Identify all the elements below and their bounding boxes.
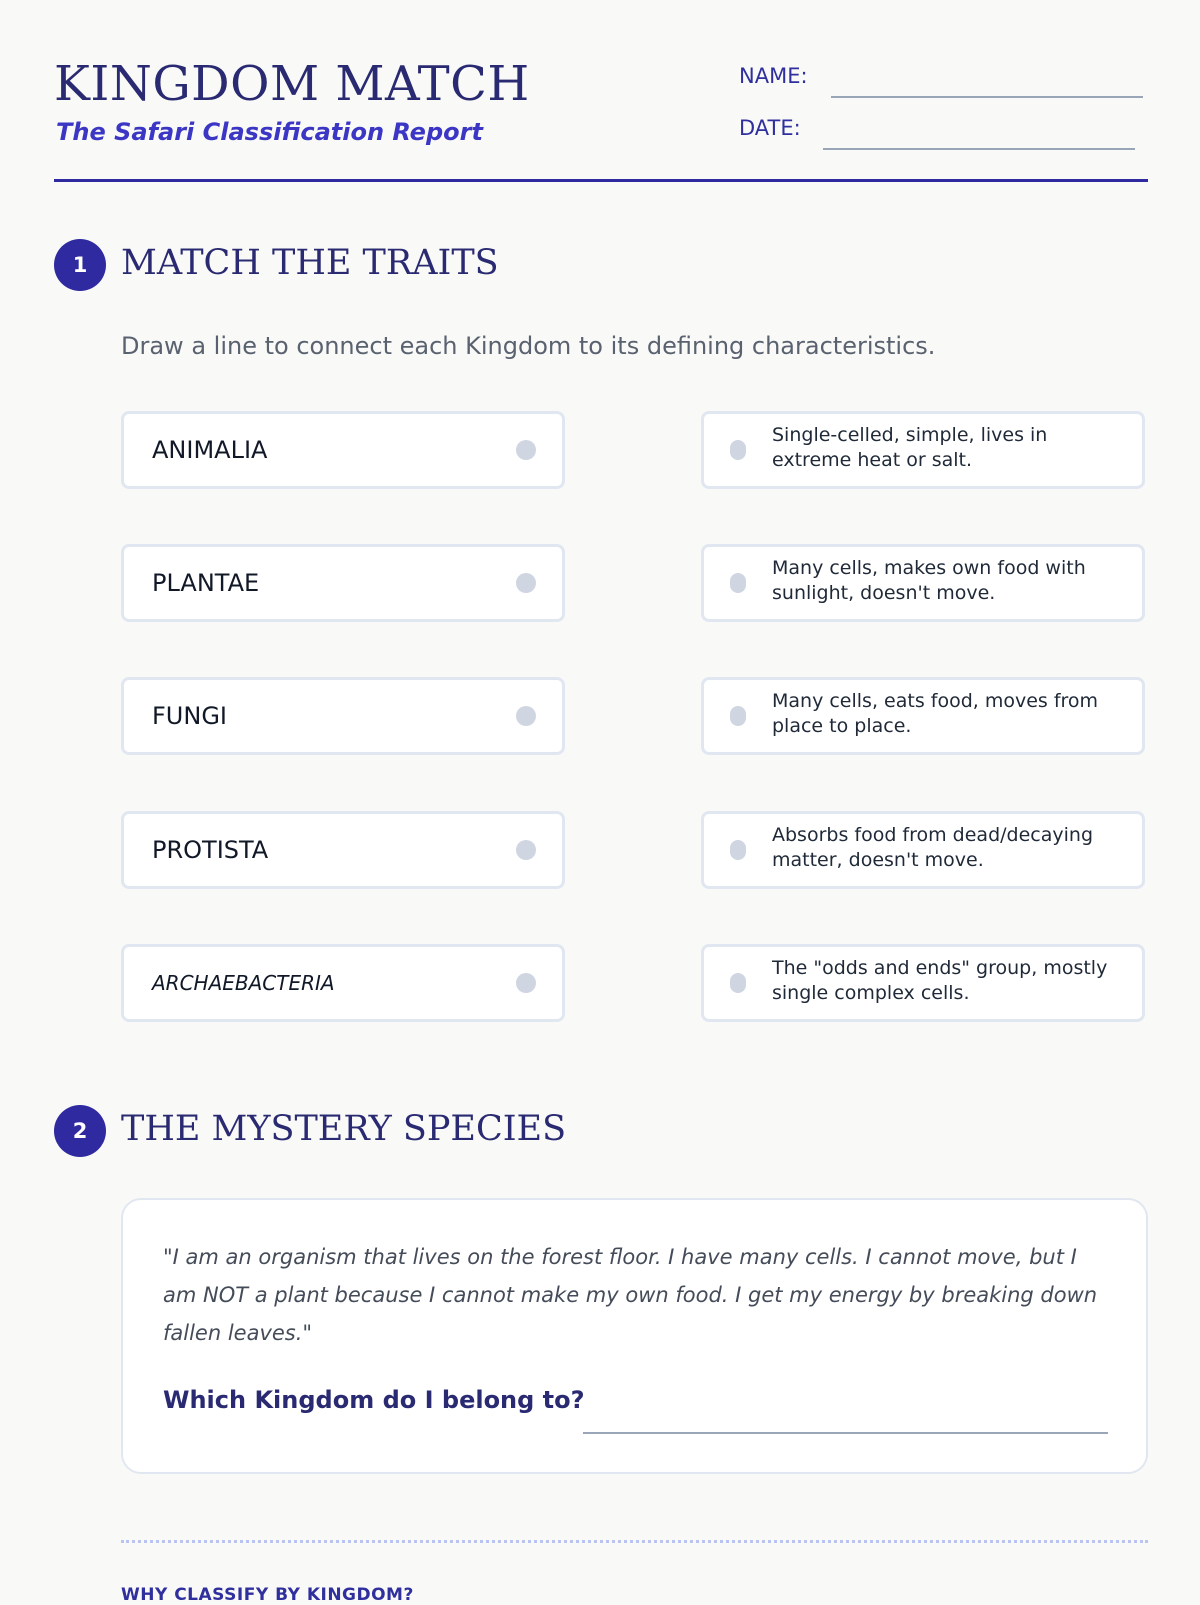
kingdom-card-plantae[interactable] <box>121 544 565 622</box>
name-line[interactable] <box>831 96 1143 98</box>
kingdom-card-archaebacteria[interactable] <box>121 944 565 1022</box>
trait-card[interactable] <box>701 944 1145 1022</box>
section-divider <box>121 1540 1148 1543</box>
trait-card[interactable] <box>701 544 1145 622</box>
section-title: THE MYSTERY SPECIES <box>121 1109 567 1149</box>
connector-dot[interactable] <box>730 573 746 593</box>
connector-dot[interactable] <box>730 706 746 726</box>
connector-dot[interactable] <box>516 706 536 726</box>
kingdom-card-animalia[interactable] <box>121 411 565 489</box>
name-field[interactable] <box>739 56 1159 96</box>
kingdom-label: ANIMALIA <box>152 436 268 464</box>
mystery-question: Which Kingdom do I belong to? <box>163 1386 585 1414</box>
section-instructions: Draw a line to connect each Kingdom to its defining characteristics. <box>121 332 936 360</box>
kingdom-label: PROTISTA <box>152 836 269 864</box>
section-number-badge: 2 <box>54 1105 106 1157</box>
trait-text: Absorbs food from dead/decaying matter, doesn't move. <box>772 824 1094 871</box>
trait-text: Single-celled, simple, lives in extreme heat or salt. <box>772 424 1048 471</box>
kingdom-label: FUNGI <box>152 702 227 730</box>
mystery-species-box <box>121 1198 1148 1474</box>
mystery-description: "I am an organism that lives on the forest floor. I have many cells. I cannot move, but I am NOT a plant because I cannot make my own food. I get my energy by breaking down fallen leaves." <box>163 1245 1098 1345</box>
trait-text: Many cells, eats food, moves from place to place. <box>772 690 1099 737</box>
footer-heading: WHY CLASSIFY BY KINGDOM? <box>121 1585 414 1605</box>
connector-dot[interactable] <box>516 973 536 993</box>
answer-line[interactable] <box>583 1432 1108 1434</box>
page-subtitle: The Safari Classification Report <box>56 118 483 146</box>
connector-dot[interactable] <box>730 973 746 993</box>
trait-text: The "odds and ends" group, mostly single complex cells. <box>772 957 1108 1004</box>
trait-text: Many cells, makes own food with sunlight, doesn't move. <box>772 557 1086 604</box>
kingdom-label: ARCHAEBACTERIA <box>152 971 335 995</box>
date-line[interactable] <box>823 148 1135 150</box>
page-title: KINGDOM MATCH <box>54 56 530 112</box>
connector-dot[interactable] <box>730 440 746 460</box>
worksheet-header <box>54 52 1148 184</box>
date-field[interactable] <box>739 108 1159 148</box>
section-number-badge: 1 <box>54 239 106 291</box>
trait-card[interactable] <box>701 811 1145 889</box>
kingdom-card-protista[interactable] <box>121 811 565 889</box>
kingdom-card-fungi[interactable] <box>121 677 565 755</box>
kingdom-label: PLANTAE <box>152 569 260 597</box>
header-divider <box>54 179 1148 182</box>
trait-card[interactable] <box>701 411 1145 489</box>
date-label: DATE: <box>739 116 801 140</box>
connector-dot[interactable] <box>516 440 536 460</box>
trait-card[interactable] <box>701 677 1145 755</box>
section-title: MATCH THE TRAITS <box>121 243 499 283</box>
name-label: NAME: <box>739 64 808 88</box>
connector-dot[interactable] <box>730 840 746 860</box>
connector-dot[interactable] <box>516 840 536 860</box>
connector-dot[interactable] <box>516 573 536 593</box>
